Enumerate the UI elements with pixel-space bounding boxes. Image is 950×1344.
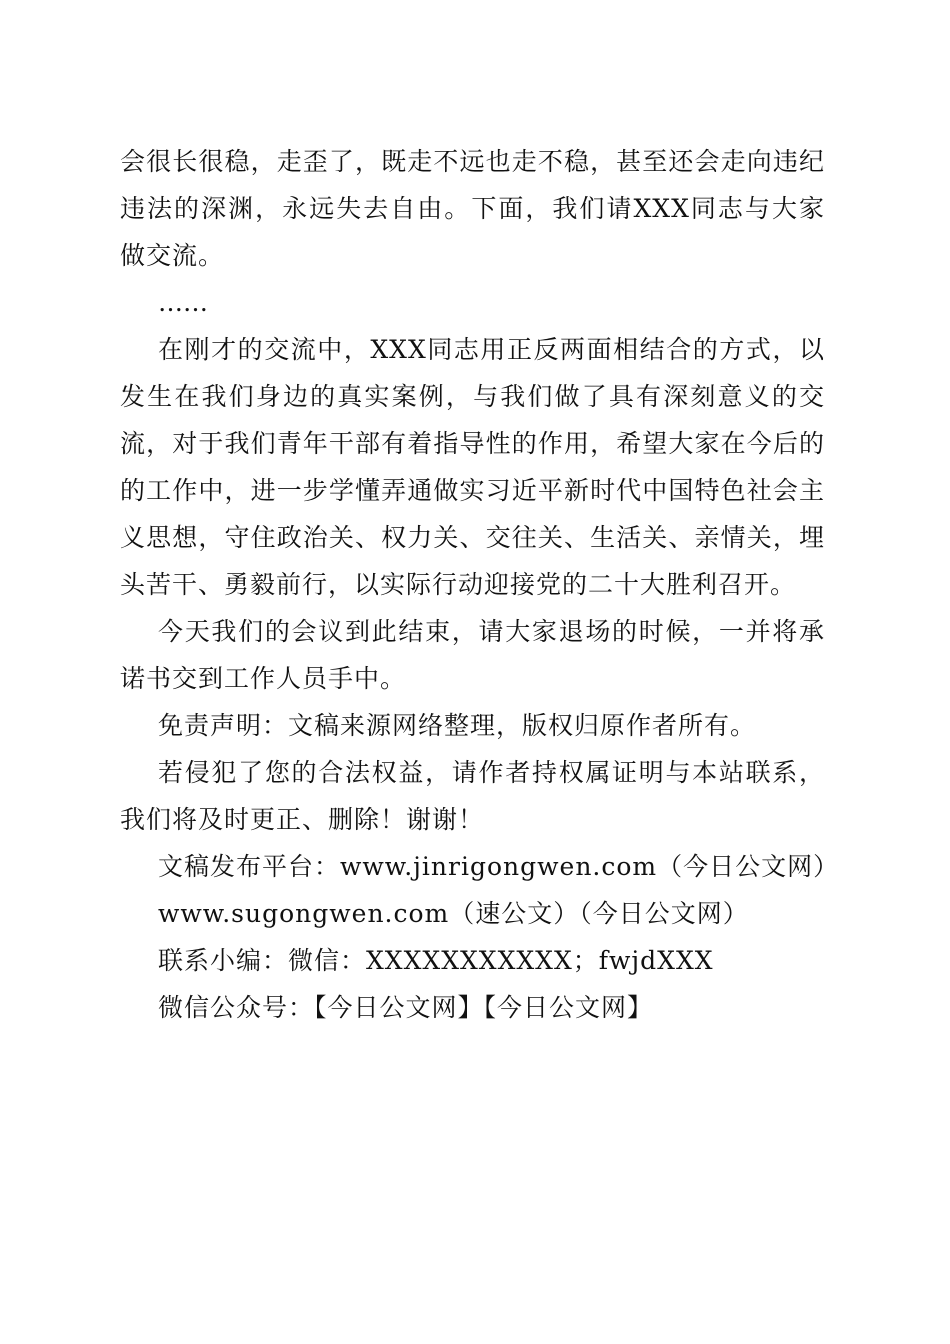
secondary-site-line: www.sugongwen.com（速公文）（今日公文网） [158, 899, 749, 928]
disclaimer-line: 免责声明：文稿来源网络整理，版权归原作者所有。 [158, 711, 757, 740]
document-body [120, 138, 840, 1031]
paragraph-ellipsis: …… [158, 288, 208, 317]
wechat-official-account-line: 微信公众号：【今日公文网】【今日公文网】 [158, 993, 654, 1022]
paragraph-continuation: 会很长很稳，走歪了，既走不远也走不稳，甚至还会走向违纪违法的深渊，永远失去自由。下面，我们请XXX同志与大家做交流。 [120, 147, 825, 270]
publish-platform-line: 文稿发布平台：www.jinrigongwen.com（今日公文网） [158, 852, 840, 881]
infringement-notice: 若侵犯了您的合法权益，请作者持权属证明与本站联系，我们将及时更正、删除！谢谢！ [120, 758, 825, 834]
paragraph-exchange-summary: 在刚才的交流中，XXX同志用正反两面相结合的方式，以发生在我们身边的真实案例，与我们做了具有深刻意义的交流，对于我们青年干部有着指导性的作用，希望大家在今后的的工作中，进一步学懂弄通做实习近平新时代中国特色社会主义思想，守住政治关、权力关、交往关、生活关、亲情关，埋头苦干、勇毅前行，以实际行动迎接党的二十大胜利召开。 [120, 335, 825, 599]
paragraph-meeting-close: 今天我们的会议到此结束，请大家退场的时候，一并将承诺书交到工作人员手中。 [120, 617, 825, 693]
contact-editor-line: 联系小编：微信：XXXXXXXXXXX；fwjdXXX [158, 946, 714, 975]
